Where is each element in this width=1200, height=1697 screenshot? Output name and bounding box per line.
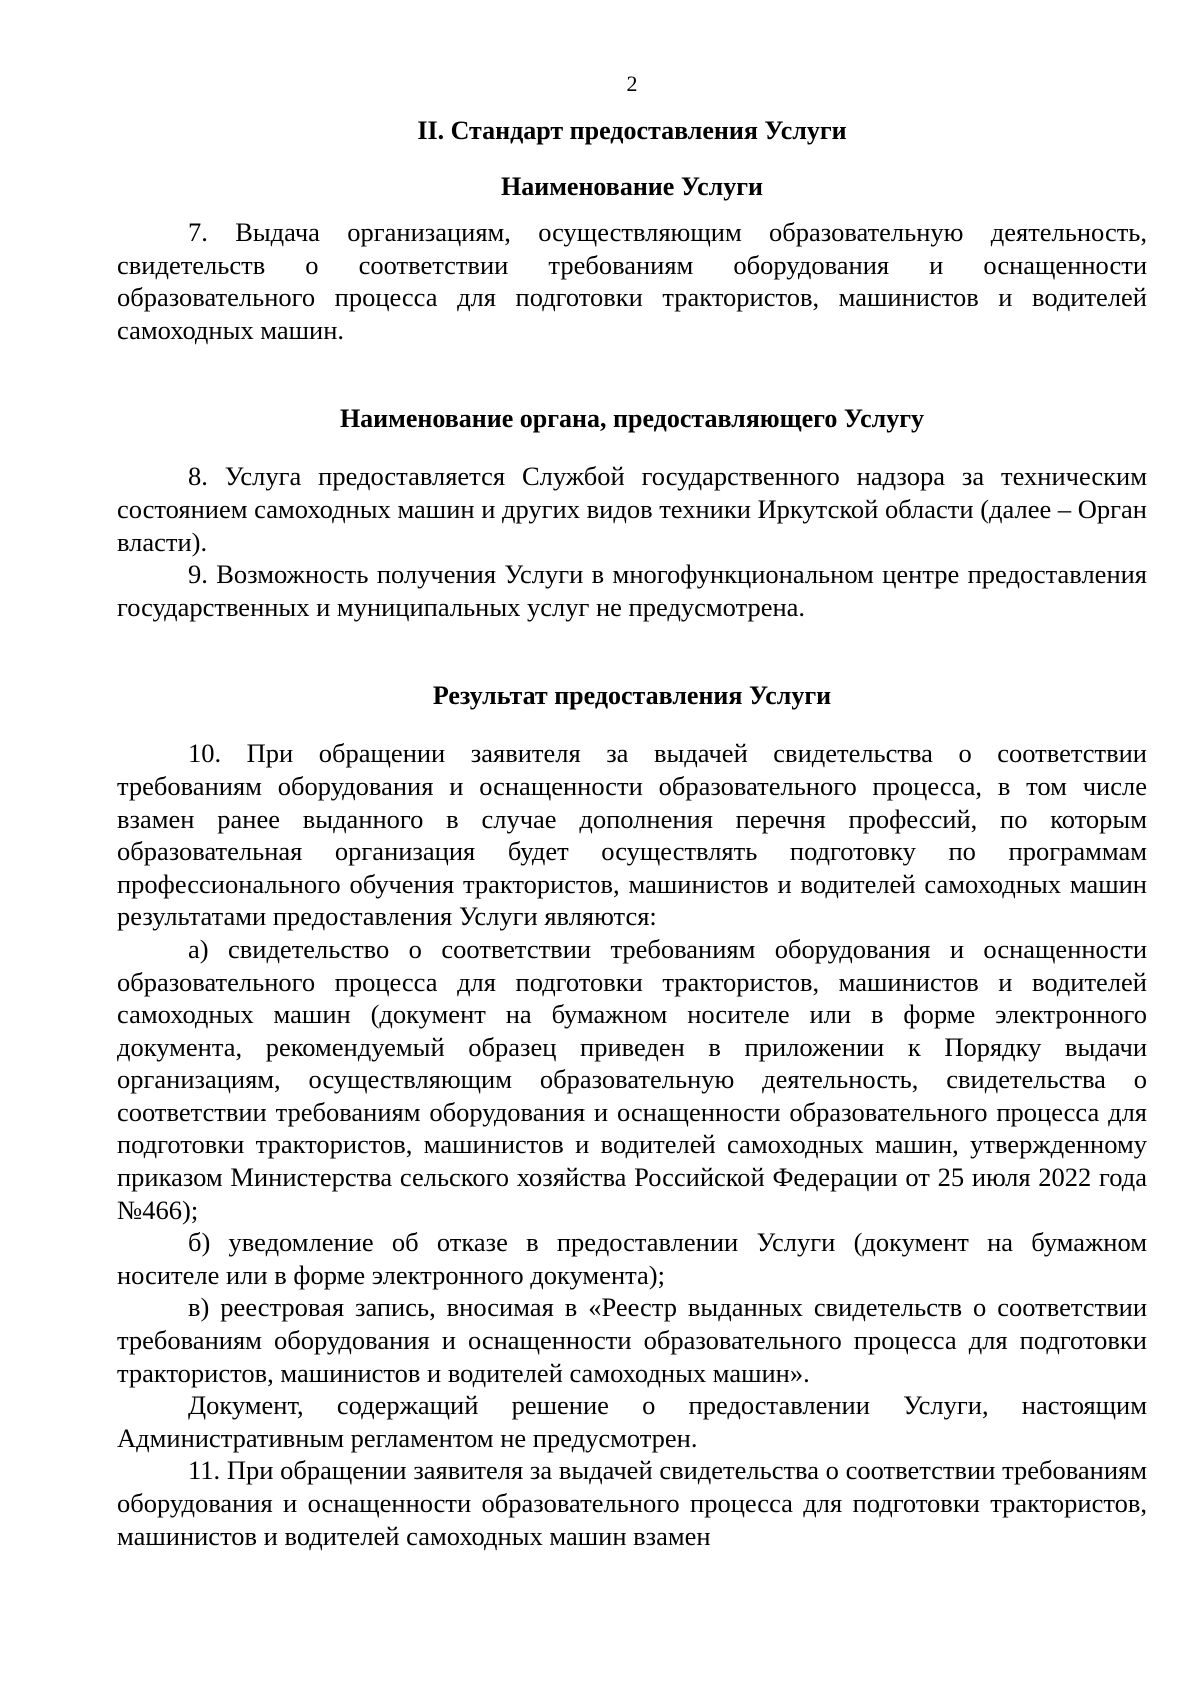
subsection-heading-service-name: Наименование Услуги bbox=[500, 172, 764, 201]
subsection-heading-result: Результат предоставления Услуги bbox=[432, 681, 832, 711]
paragraph-10-v: в) реестровая запись, вносимая в «Реестр выданных свидетельств о соответствии требованиям оборудования и оснащенности образовательного процесса для подготовки трактористов, машинистов и водителей самоходных машин». bbox=[117, 1292, 1147, 1388]
page-number: 2 bbox=[626, 71, 638, 96]
paragraph-8: 8. Услуга предоставляется Службой государственного надзора за техническим состоянием самоходных машин и других видов техники Иркутской области (далее – Орган власти). bbox=[117, 461, 1147, 557]
paragraph-10-b: б) уведомление об отказе в предоставлении Услуги (документ на бумажном носителе или в форме электронного документа); bbox=[117, 1227, 1147, 1290]
subsection-heading-authority: Наименование органа, предоставляющего Услугу bbox=[339, 404, 925, 434]
document-page bbox=[117, 70, 1147, 1552]
paragraph-7: 7. Выдача организациям, осуществляющим образовательную деятельность, свидетельств о соответствии требованиям оборудования и оснащенности образовательного процесса для подготовки трактористов, машинистов и водителей самоходных машин. bbox=[117, 217, 1147, 345]
paragraph-10-a: а) свидетельство о соответствии требованиям оборудования и оснащенности образовательного процесса для подготовки трактористов, машинистов и водителей самоходных машин (документ на бумажном носителе или в форме электронного документа, рекомендуемый образец приведен в приложении к Порядку выдачи организациям, осуществляющим образовательную деятельность, свидетельства о соответствии требованиям оборудования и оснащенности образовательного процесса для подготовки трактористов, машинистов и водителей самоходных машин, утвержденному приказом Министерства сельского хозяйства Российской Федерации от 25 июля 2022 года №466); bbox=[117, 933, 1147, 1225]
paragraph-decision-note: Документ, содержащий решение о предоставлении Услуги, настоящим Административным регламентом не предусмотрен. bbox=[117, 1390, 1147, 1453]
paragraph-9: 9. Возможность получения Услуги в многофункциональном центре предоставления государственных и муниципальных услуг не предусмотрена. bbox=[117, 559, 1147, 622]
section-title: II. Стандарт предоставления Услуги bbox=[417, 116, 847, 145]
paragraph-11: 11. При обращении заявителя за выдачей свидетельства о соответствии требованиям оборудования и оснащенности образовательного процесса для подготовки трактористов, машинистов и водителей самоходных машин взамен bbox=[117, 1455, 1147, 1551]
paragraph-10: 10. При обращении заявителя за выдачей свидетельства о соответствии требованиям оборудования и оснащенности образовательного процесса, в том числе взамен ранее выданного в случае дополнения перечня профессий, по которым образовательная организация будет осуществлять подготовку по программам профессионального обучения трактористов, машинистов и водителей самоходных машин результатами предоставления Услуги являются: bbox=[117, 738, 1147, 932]
